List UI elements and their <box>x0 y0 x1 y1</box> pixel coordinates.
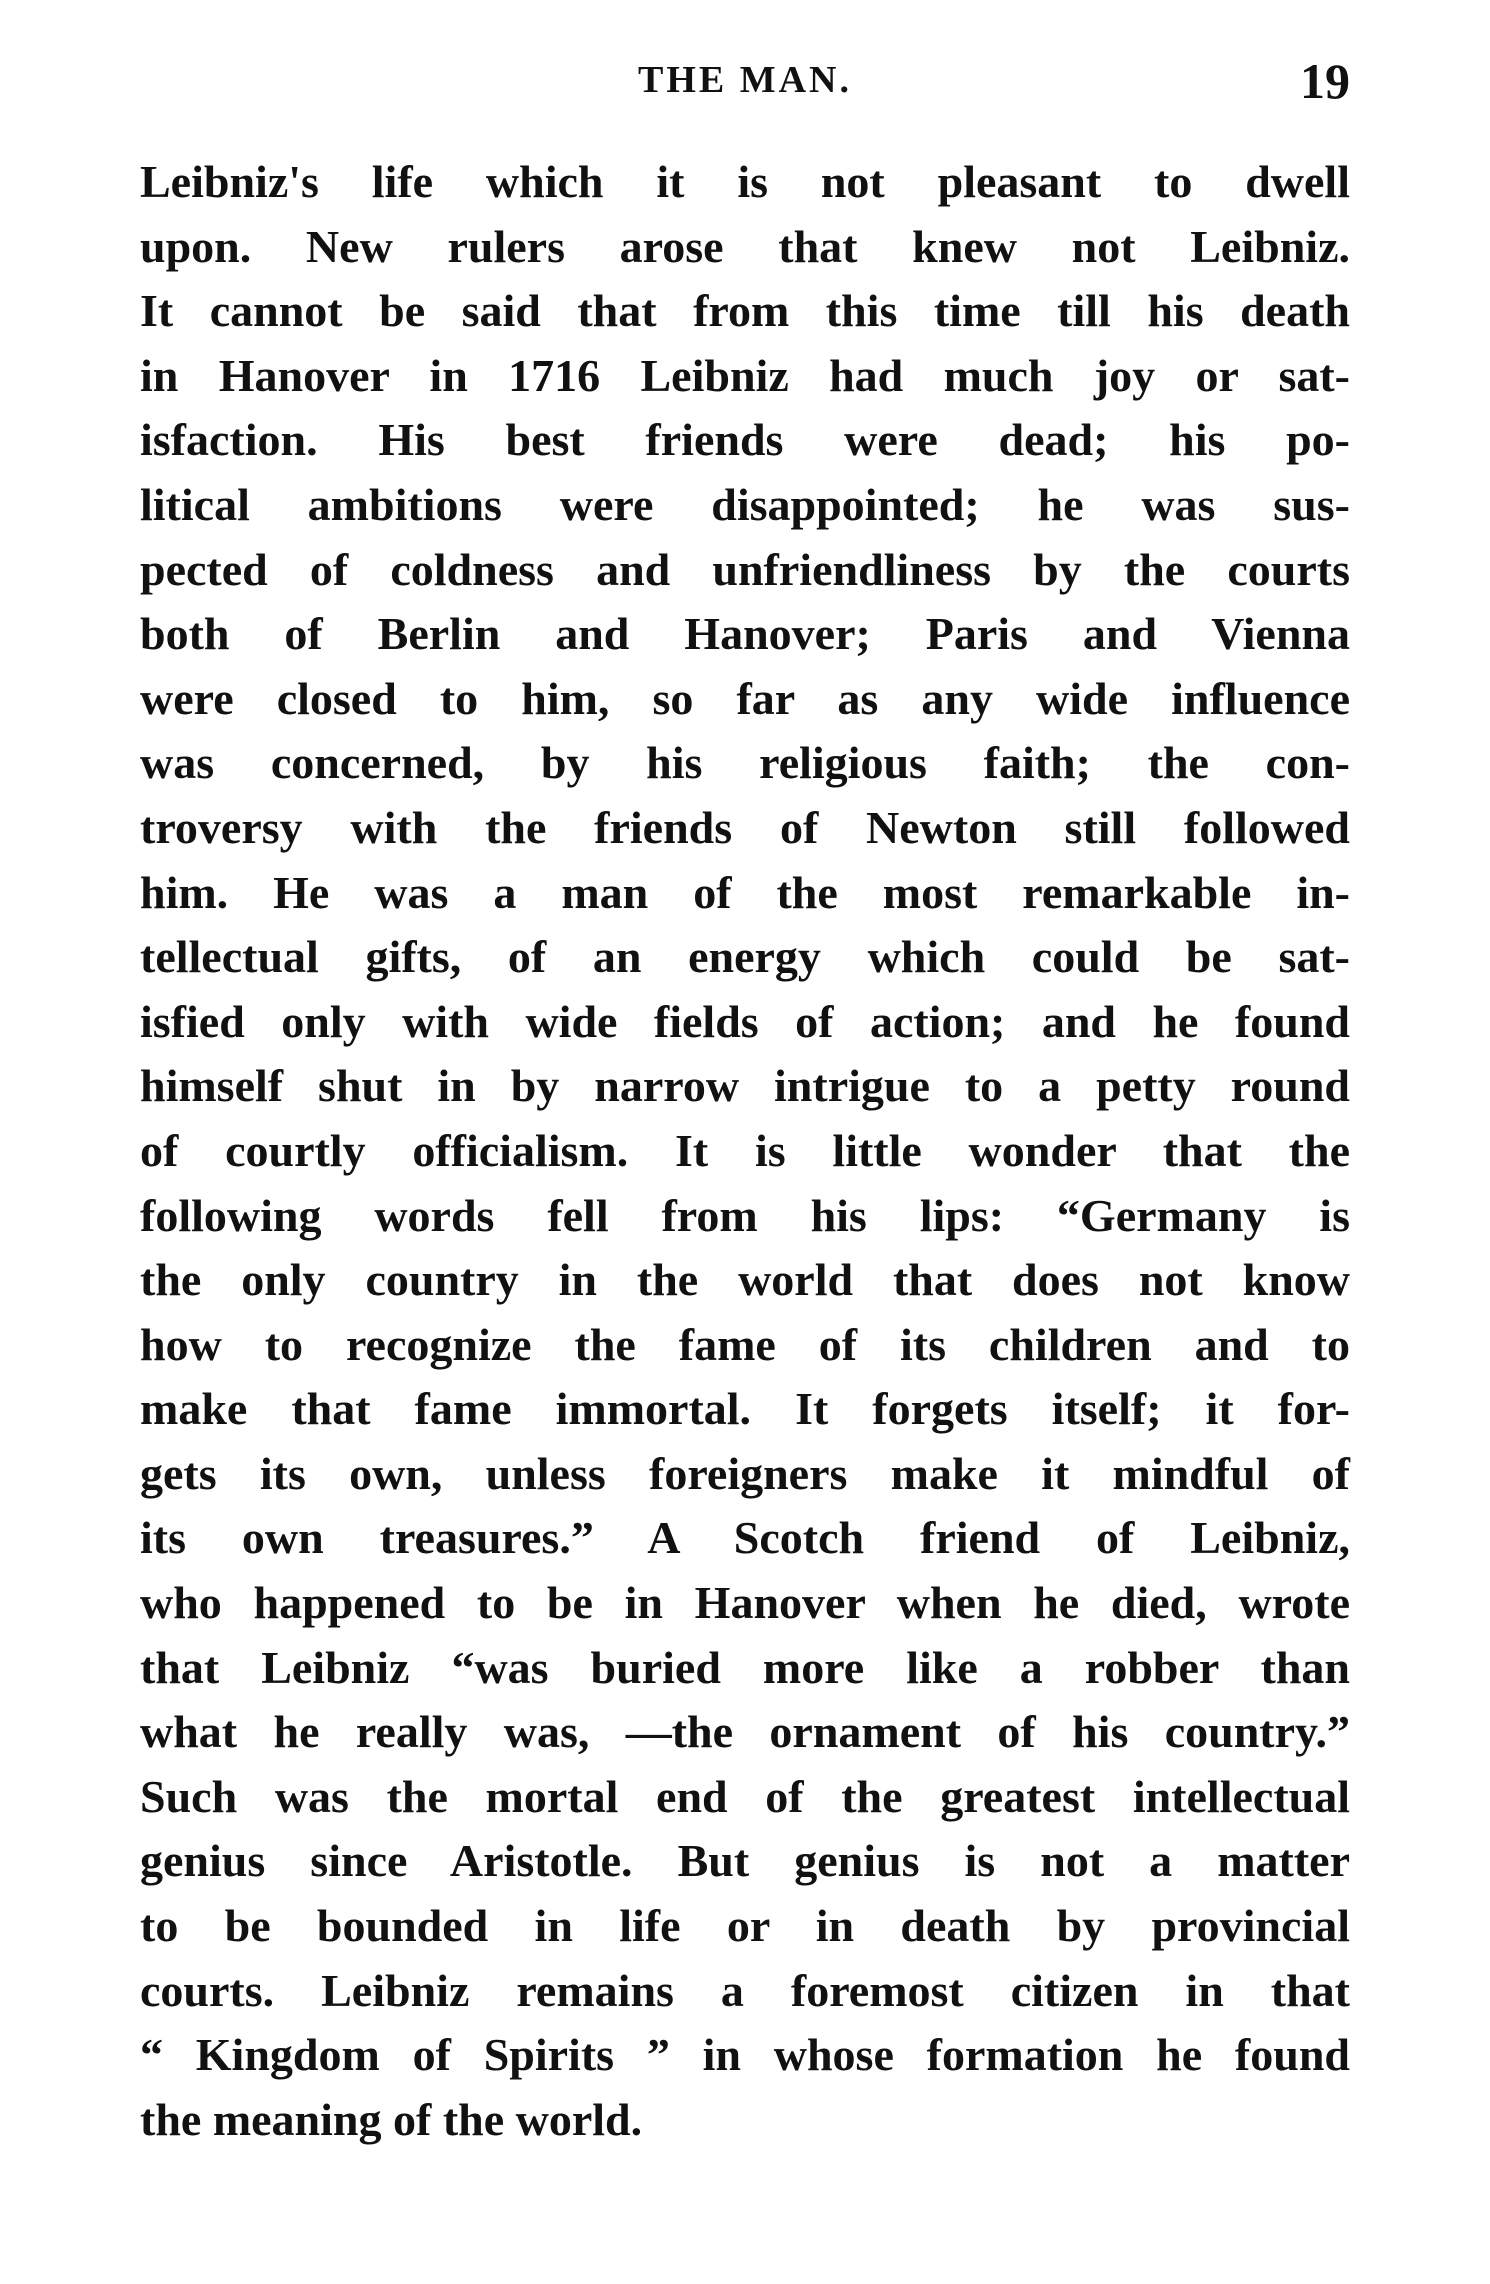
page-number: 19 <box>1300 53 1350 109</box>
text-line: following words fell from his lips: “Germany is <box>140 1189 1350 1241</box>
text-line: make that fame immortal. It forgets itself; it for- <box>140 1383 1350 1435</box>
text-line: in Hanover in 1716 Leibniz had much joy or sat- <box>140 349 1350 401</box>
text-line: upon. New rulers arose that knew not Leibniz. <box>140 220 1350 272</box>
text-line: “ Kingdom of Spirits ” in whose formation he found <box>140 2029 1350 2081</box>
text-line: was concerned, by his religious faith; the con- <box>140 737 1350 789</box>
text-line: litical ambitions were disappointed; he was sus- <box>140 478 1350 530</box>
text-line: that Leibniz “was buried more like a robber than <box>140 1641 1350 1693</box>
text-line: It cannot be said that from this time till his death <box>140 285 1350 337</box>
text-line: how to recognize the fame of its children and to <box>140 1318 1350 1370</box>
running-title: THE MAN. <box>638 59 852 101</box>
text-line: Leibniz's life which it is not pleasant to dwell <box>140 156 1350 207</box>
text-line: himself shut in by narrow intrigue to a petty round <box>140 1060 1350 1112</box>
text-line: genius since Aristotle. But genius is not a matter <box>140 1835 1350 1887</box>
text-line: were closed to him, so far as any wide influence <box>140 672 1350 724</box>
running-head <box>140 52 1350 112</box>
text-line: troversy with the friends of Newton still followed <box>140 801 1350 853</box>
text-line: pected of coldness and unfriendliness by the courts <box>140 543 1350 595</box>
text-line: courts. Leibniz remains a foremost citizen in that <box>140 1964 1350 2016</box>
text-line: to be bounded in life or in death by provincial <box>140 1900 1350 1952</box>
body-paragraph <box>140 150 1350 2152</box>
text-line: isfaction. His best friends were dead; his po- <box>140 414 1350 466</box>
text-line: what he really was, —the ornament of his country.” <box>140 1706 1350 1758</box>
text-line: its own treasures.” A Scotch friend of Leibniz, <box>140 1512 1350 1564</box>
text-line: tellectual gifts, of an energy which could be sat- <box>140 931 1350 983</box>
text-line: the only country in the world that does not know <box>140 1254 1350 1306</box>
text-line: gets its own, unless foreigners make it mindful of <box>140 1447 1350 1499</box>
text-line: who happened to be in Hanover when he died, wrote <box>140 1577 1350 1629</box>
text-line: of courtly officialism. It is little wonder that the <box>140 1124 1350 1176</box>
text-line: him. He was a man of the most remarkable in- <box>140 866 1350 918</box>
text-line: both of Berlin and Hanover; Paris and Vienna <box>140 608 1350 660</box>
text-line: isfied only with wide fields of action; and he found <box>140 995 1350 1047</box>
text-line-last: the meaning of the world. <box>140 2093 643 2145</box>
text-line: Such was the mortal end of the greatest intellectual <box>140 1770 1350 1822</box>
